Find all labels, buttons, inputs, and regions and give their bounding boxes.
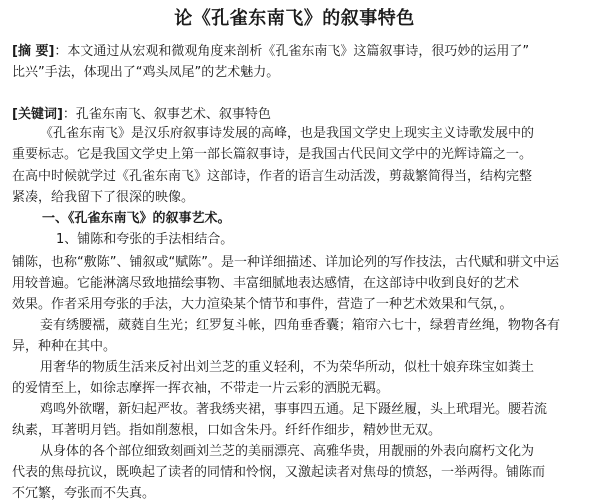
intro-paragraph-line: 《孔雀东南飞》是汉乐府叙事诗发展的高峰，也是我国文学史上现实主义诗歌发展中的 [40, 126, 535, 141]
keywords-label: [关键词] [12, 107, 63, 122]
body-line: 鸡鸣外欲曙，新妇起严妆。著我绣夹裙，事事四五通。足下蹑丝履，头上玳瑁光。腰若流 [40, 402, 548, 417]
abstract-text-1: ：本文通过从宏观和微观角度来剖析《孔雀东南飞》这篇叙事诗，很巧妙的运用了” [54, 44, 530, 59]
abstract-line-2: 比兴”手法，体现出了“鸡头凤尾”的艺术魅力。 [12, 65, 280, 80]
body-line: 铺陈，也称“敷陈”、铺叙或“赋陈”。是一种详细描述、详加论列的写作技法，古代赋和骈文中运 [12, 255, 559, 270]
intro-paragraph-line: 在高中时候就学过《孔雀东南飞》这部诗，作者的语言生动活泼，剪裁繁简得当，结构完整 [12, 169, 533, 184]
body-line: 不冗繁，夸张而不失真。 [12, 486, 156, 501]
intro-paragraph-line: 重要标志。它是我国文学史上第一部长篇叙事诗，是我国古代民间文学中的光辉诗篇之一。 [12, 147, 533, 162]
body-line: 纨素，耳著明月铛。指如削葱根，口如含朱丹。纤纤作细步，精妙世无双。 [12, 423, 442, 438]
abstract-label: [摘 要] [12, 44, 55, 59]
subsection-heading: 1、铺陈和夸张的手法相结合。 [56, 232, 234, 247]
body-line: 异，种种在其中。 [12, 339, 117, 354]
body-line: 效果。作者采用夸张的手法，大力渲染某个情节和事件，营造了一种艺术效果和气氛，。 [12, 297, 513, 312]
abstract-line-1 [12, 43, 529, 61]
keywords-text: ：孔雀东南飞、叙事艺术、叙事特色 [62, 107, 271, 122]
body-line: 的爱情至上，如徐志摩挥一挥衣袖，不带走一片云彩的洒脱无羁。 [12, 381, 390, 396]
intro-paragraph-line: 紧凑，给我留下了很深的映像。 [12, 190, 195, 205]
body-line: 妾有绣腰襦，葳蕤自生光；红罗复斗帐，四角垂香囊；箱帘六七十，绿碧青丝绳，物物各有 [40, 318, 561, 333]
keywords-line [12, 106, 271, 124]
body-line: 用奢华的物质生活来反衬出刘兰芝的重义轻利，不为荣华所动，似杜十娘弃珠宝如粪土 [40, 360, 535, 375]
body-line: 代表的焦母抗议，既唤起了读者的同情和怜悯，又激起读者对焦母的愤怒，一举两得。铺陈而 [12, 465, 546, 480]
page-title: 论《孔雀东南飞》的叙事特色 [174, 8, 415, 29]
section-heading: 一、《孔雀东南飞》的叙事艺术。 [42, 211, 231, 226]
body-line: 用较普遍。它能淋漓尽致地描绘事物、丰富细腻地表达感情，在这部诗中收到良好的艺术 [12, 276, 520, 291]
body-line: 从身体的各个部位细致刻画刘兰芝的美丽漂亮、高雅华贵，用靓丽的外表向腐朽文化为 [40, 444, 535, 459]
